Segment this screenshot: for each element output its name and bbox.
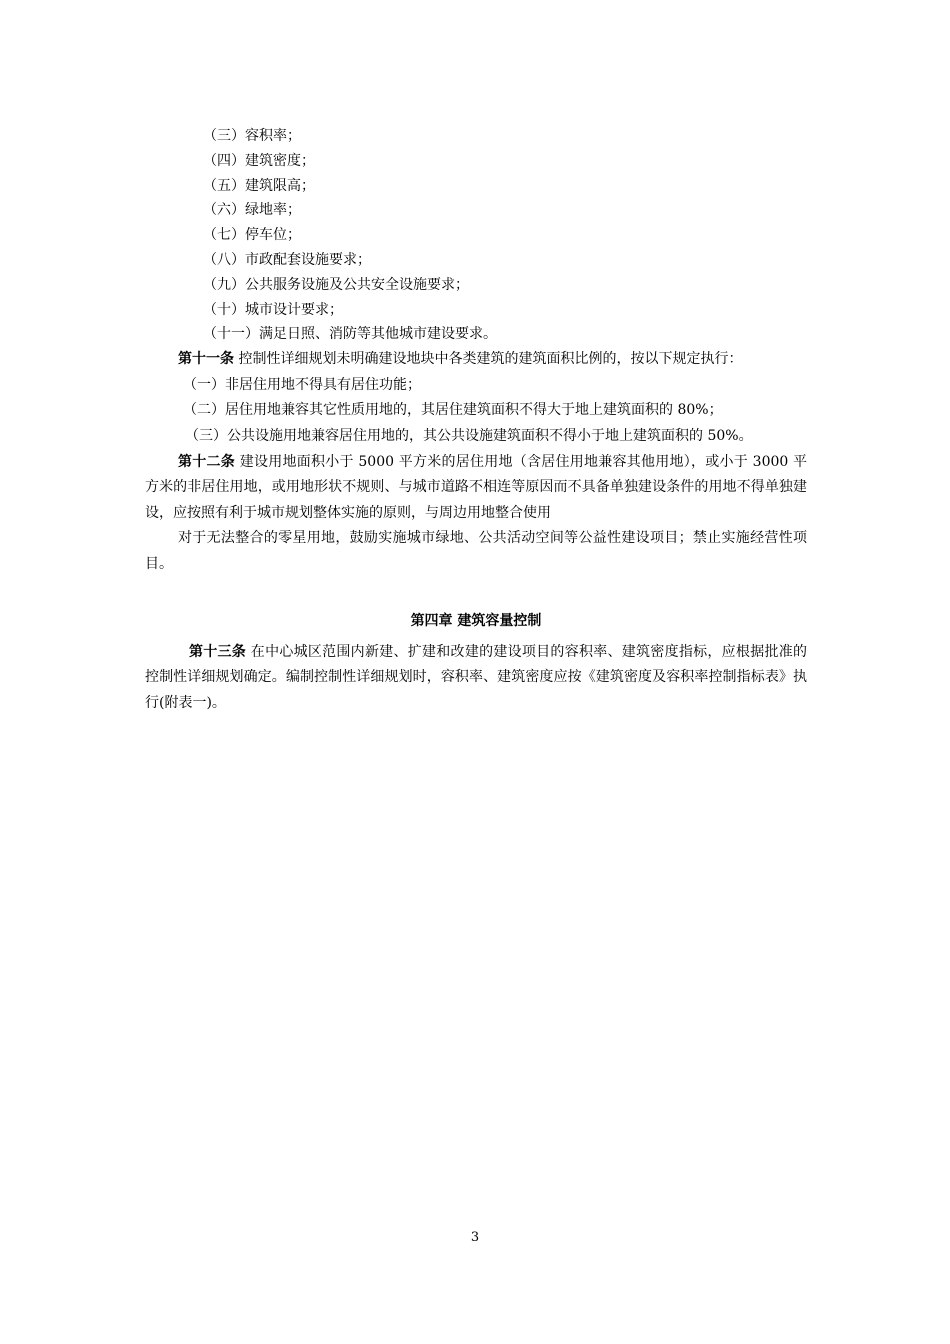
list-item: （九）公共服务设施及公共安全设施要求； bbox=[203, 276, 469, 293]
list-item: （五）建筑限高； bbox=[203, 177, 315, 194]
list-item: （七）停车位； bbox=[203, 227, 301, 244]
list-item: （十）城市设计要求； bbox=[203, 301, 343, 318]
article-11-sub-2: （二）居住用地兼容其它性质用地的，其居住建筑面积不得大于地上建筑面积的 80%； bbox=[183, 402, 723, 419]
list-item: （六）绿地率； bbox=[203, 202, 301, 219]
article-11-sub-3: （三）公共设施用地兼容居住用地的，其公共设施建筑面积不得小于地上建筑面积的 50%。 bbox=[185, 427, 753, 444]
article-13-label: 第十三条 bbox=[189, 643, 247, 660]
article-12-text: 建设用地面积小于 5000 平方米的居住用地（含居住用地兼容其他用地），或小于 3000 平方米的非居住用地，或用地形状不规则、与城市道路不相连等原因而不具备单独建设条件的用地不得单独建设，应按照有利于城市规划整体实施的原则，与周边用地整合使用 bbox=[145, 453, 807, 521]
article-12-label: 第十二条 bbox=[178, 453, 235, 470]
article-12-continuation: 对于无法整合的零星用地，鼓励实施城市绿地、公共活动空间等公益性建设项目；禁止实施经营性项目。 bbox=[145, 530, 807, 572]
article-11-sub-1: （一）非居住用地不得具有居住功能； bbox=[183, 376, 421, 393]
list-item: （三）容积率； bbox=[203, 128, 301, 144]
document-page bbox=[145, 124, 807, 716]
list-item: （四）建筑密度； bbox=[203, 152, 315, 169]
article-11-label: 第十一条 bbox=[178, 351, 234, 368]
list-item: （十一）满足日照、消防等其他城市建设要求。 bbox=[203, 326, 497, 343]
article-13 bbox=[145, 640, 807, 717]
chapter-heading: 第四章 建筑容量控制 bbox=[410, 612, 542, 629]
article-11-text: 控制性详细规划未明确建设地块中各类建筑的建筑面积比例的，按以下规定执行： bbox=[234, 351, 743, 368]
article-12 bbox=[145, 450, 807, 527]
page-number: 3 bbox=[470, 1230, 480, 1245]
article-13-text: 在中心城区范围内新建、扩建和改建的建设项目的容积率、建筑密度指标，应根据批准的控制性详细规划确定。编制控制性详细规划时，容积率、建筑密度应按《建筑密度及容积率控制指标表》执行(附表一)。 bbox=[145, 643, 807, 711]
article-11 bbox=[145, 347, 807, 373]
list-item: （八）市政配套设施要求； bbox=[203, 251, 371, 268]
